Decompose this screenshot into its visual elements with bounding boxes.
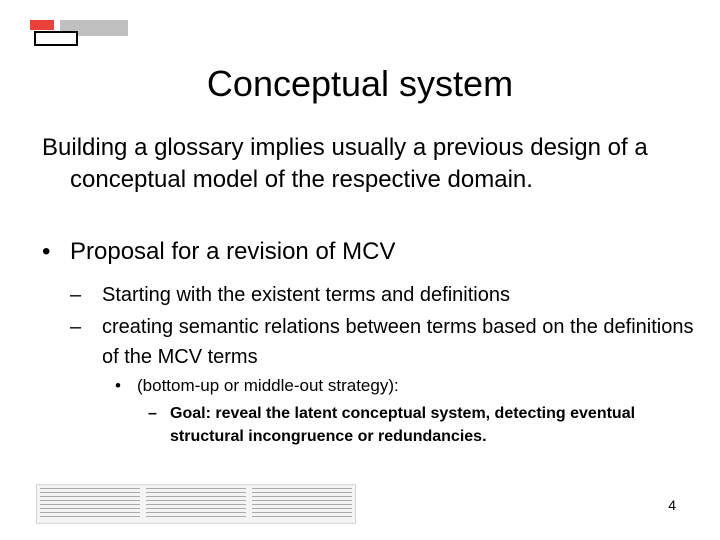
sub-item-2-text: creating semantic relations between terms based on the definitions of the MCV terms bbox=[102, 316, 694, 368]
page-number: 4 bbox=[668, 497, 676, 513]
thumbnail-column bbox=[252, 488, 352, 520]
bullet-proposal bbox=[42, 236, 682, 268]
sub-sub-item bbox=[115, 374, 675, 398]
logo bbox=[30, 18, 130, 50]
sub-item-2 bbox=[70, 312, 702, 372]
bullet-mark: • bbox=[115, 376, 121, 395]
logo-outline-box bbox=[34, 31, 78, 46]
intro-text: Building a glossary implies usually a previous design of a conceptual model of the respective domain. bbox=[42, 134, 648, 193]
logo-red-block bbox=[30, 20, 54, 30]
table-thumbnail-image bbox=[36, 484, 356, 524]
sub-item-1-text: Starting with the existent terms and definitions bbox=[102, 284, 510, 306]
detail-item-text: Goal: reveal the latent conceptual system, detecting eventual structural incongruence or redundancies. bbox=[170, 405, 636, 445]
bullet-mark: • bbox=[42, 238, 51, 265]
dash-mark: – bbox=[148, 405, 157, 422]
slide-title: Conceptual system bbox=[206, 63, 514, 104]
bullet-proposal-text: Proposal for a revision of MCV bbox=[70, 238, 396, 265]
dash-mark: – bbox=[70, 316, 82, 338]
thumbnail-column bbox=[146, 488, 246, 520]
dash-mark: – bbox=[70, 284, 82, 306]
sub-sub-item-text: (bottom-up or middle-out strategy): bbox=[137, 376, 399, 395]
sub-item-1 bbox=[70, 280, 702, 310]
thumbnail-column bbox=[40, 488, 140, 520]
detail-item bbox=[148, 402, 710, 448]
